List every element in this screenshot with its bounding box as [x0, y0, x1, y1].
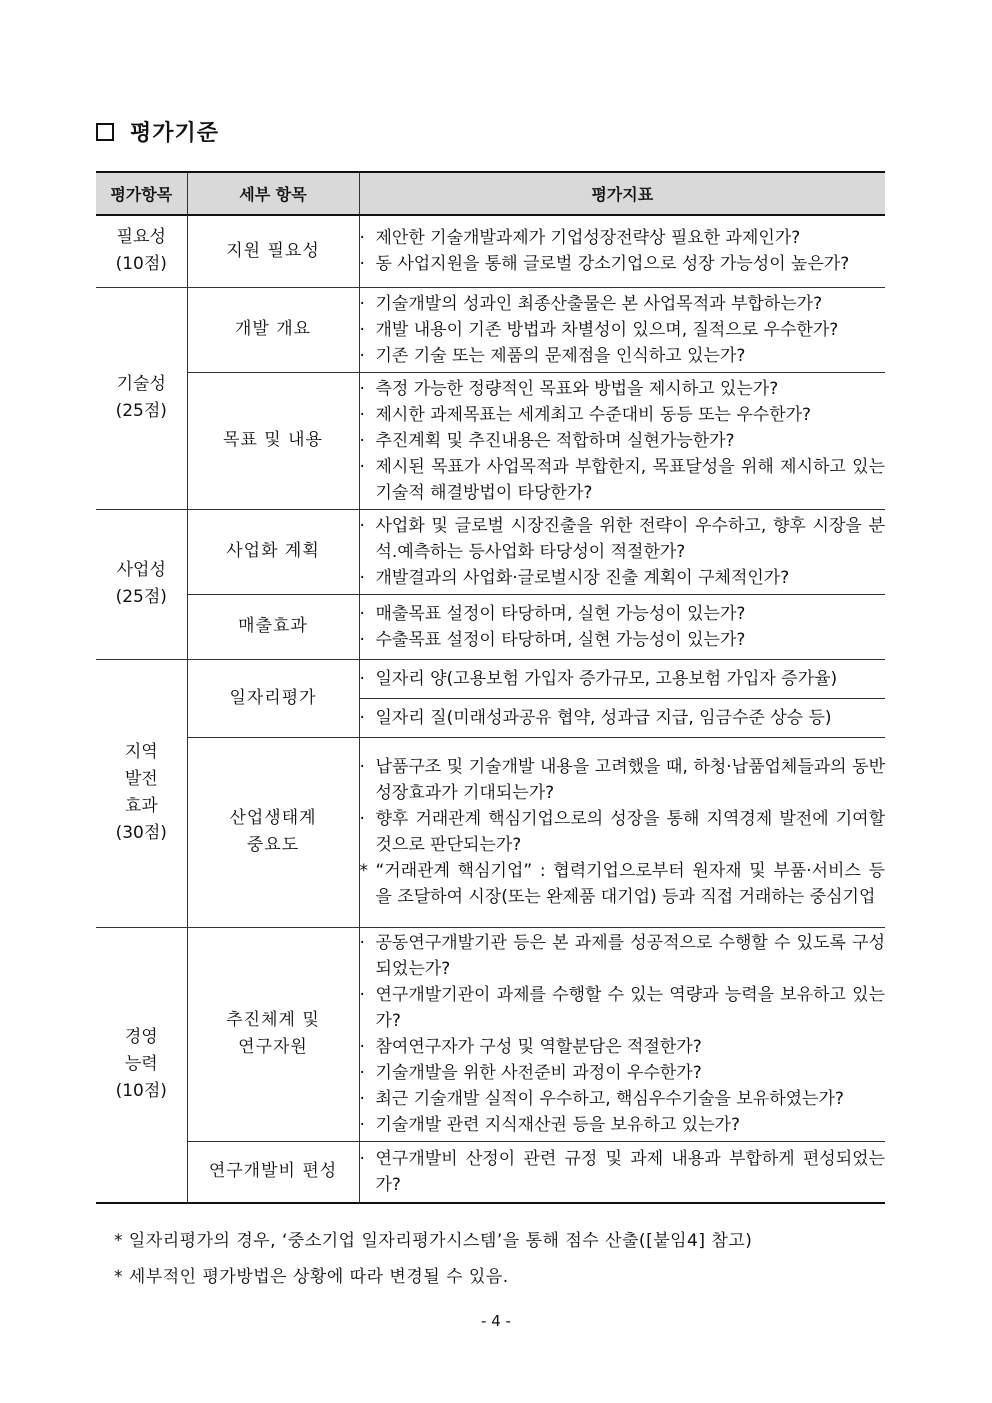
indicator-text: 일자리 질(미래성과공유 협약, 성과급 지급, 임금수준 상승 등) [375, 707, 832, 728]
table-row [96, 659, 885, 698]
bullet-mark: · [359, 254, 365, 275]
indicator-item [360, 754, 886, 806]
bullet-mark: · [359, 1148, 365, 1169]
category-cell: 필요성 (10점) [96, 215, 187, 287]
category-cell: 지역 발전 효과 (30점) [96, 659, 187, 927]
indicator-cell [359, 927, 885, 1141]
indicator-text: 수출목표 설정이 타당하며, 실현 가능성이 있는가? [375, 629, 746, 650]
indicator-text: 향후 거래관계 핵심기업으로의 성장을 통해 지역경제 발전에 기여할 것으로 판단되는가? [375, 809, 885, 855]
table-row [96, 372, 885, 509]
bullet-mark: · [359, 1037, 365, 1057]
bullet-mark: · [359, 1115, 365, 1135]
header-subitem: 세부 항목 [187, 172, 359, 215]
indicator-item [360, 402, 886, 428]
header-category: 평가항목 [96, 172, 187, 215]
bullet-mark: · [359, 603, 365, 624]
indicator-item [360, 343, 886, 369]
bullet-mark: · [359, 567, 365, 588]
page-number: - 4 - [481, 1312, 511, 1330]
bullet-mark: · [359, 933, 365, 953]
bullet-mark: · [359, 404, 365, 425]
indicator-item [360, 1112, 886, 1138]
indicator-text: 기술개발 관련 지식재산권 등을 보유하고 있는가? [375, 1115, 740, 1135]
indicator-cell [359, 1141, 885, 1203]
indicator-item [360, 1034, 886, 1060]
footnote-job-evaluation: * 일자리평가의 경우, ‘중소기업 일자리평가시스템’을 통해 점수 산출([붙임4] 참고) [114, 1231, 753, 1251]
checkbox-square-icon [96, 123, 114, 141]
indicator-text: 납품구조 및 기술개발 내용을 고려했을 때, 하청·납품업체들과의 동반성장효과가 기대되는가? [375, 757, 885, 803]
bullet-mark: · [359, 809, 365, 829]
table-body [96, 215, 885, 1203]
table-row [96, 1141, 885, 1203]
indicator-cell [359, 372, 885, 509]
indicator-item [360, 982, 886, 1034]
subitem-cell: 연구개발비 편성 [187, 1141, 359, 1203]
indicator-text: 기술개발을 위한 사전준비 과정이 우수한가? [375, 1063, 702, 1083]
category-cell: 경영 능력 (10점) [96, 927, 187, 1203]
indicator-item [360, 1146, 886, 1198]
subitem-cell: 사업화 계획 [187, 509, 359, 594]
bullet-mark: · [359, 319, 365, 340]
indicator-item [360, 565, 886, 591]
table-row [96, 594, 885, 659]
indicator-cell [359, 737, 885, 927]
bullet-mark: · [359, 345, 365, 366]
indicator-item [360, 317, 886, 343]
indicator-text: 개발 내용이 기존 방법과 차별성이 있으며, 질적으로 우수한가? [375, 319, 839, 340]
indicator-text: 제안한 기술개발과제가 기업성장전략상 필요한 과제인가? [375, 228, 801, 249]
indicator-text: “거래관계 핵심기업” : 협력기업으로부터 원자재 및 부품·서비스 등을 조달하여 시장(또는 완제품 대기업) 등과 직접 거래하는 중심기업 [375, 861, 885, 907]
bullet-mark: · [359, 707, 365, 728]
bullet-mark: · [359, 757, 365, 777]
subitem-cell: 개발 개요 [187, 287, 359, 372]
indicator-item [360, 225, 886, 251]
indicator-item [360, 454, 886, 506]
indicator-text: 동 사업지원을 통해 글로벌 강소기업으로 성장 가능성이 높은가? [375, 254, 850, 275]
indicator-text: 기존 기술 또는 제품의 문제점을 인식하고 있는가? [375, 345, 746, 366]
indicator-text: 제시된 목표가 사업목적과 부합한지, 목표달성을 위해 제시하고 있는 기술적 해결방법이 타당한가? [375, 456, 885, 503]
table-row [96, 509, 885, 594]
indicator-text: 매출목표 설정이 타당하며, 실현 가능성이 있는가? [375, 603, 746, 624]
indicator-item [360, 251, 886, 277]
bullet-mark: · [359, 228, 365, 249]
indicator-text: 참여연구자가 구성 및 역할분담은 적절한가? [375, 1037, 702, 1057]
indicator-item [360, 428, 886, 454]
indicator-text: 기술개발의 성과인 최종산출물은 본 사업목적과 부합하는가? [375, 293, 823, 314]
subitem-cell: 지원 필요성 [187, 215, 359, 287]
category-cell: 사업성 (25점) [96, 509, 187, 659]
evaluation-criteria-table [96, 171, 885, 1204]
subitem-cell: 매출효과 [187, 594, 359, 659]
indicator-text: 연구개발기관이 과제를 수행할 수 있는 역량과 능력을 보유하고 있는가? [375, 985, 885, 1031]
indicator-cell [359, 594, 885, 659]
bullet-mark: · [359, 985, 365, 1005]
section-title: 평가기준 [130, 121, 220, 146]
bullet-mark: · [359, 668, 365, 689]
subitem-cell: 산업생태계 중요도 [187, 737, 359, 927]
indicator-text: 추진계획 및 추진내용은 적합하며 실현가능한가? [375, 430, 735, 451]
indicator-item [360, 1060, 886, 1086]
bullet-mark: · [359, 378, 365, 399]
indicator-text: 최근 기술개발 실적이 우수하고, 핵심우수기술을 보유하였는가? [375, 1089, 844, 1109]
indicator-text: 사업화 및 글로벌 시장진출을 위한 전략이 우수하고, 향후 시장을 분석.예측하는 등사업화 타당성이 적절한가? [375, 515, 885, 562]
indicator-text: 공동연구개발기관 등은 본 과제를 성공적으로 수행할 수 있도록 구성되었는가? [375, 933, 885, 979]
indicator-item [360, 601, 886, 627]
indicator-item [360, 930, 886, 982]
bullet-mark: · [359, 1089, 365, 1109]
indicator-cell [359, 287, 885, 372]
indicator-cell [359, 659, 885, 698]
table-row [96, 287, 885, 372]
subitem-cell: 일자리평가 [187, 659, 359, 737]
indicator-item [360, 376, 886, 402]
indicator-text: 일자리 양(고용보험 가입자 증가규모, 고용보험 가입자 증가율) [375, 668, 838, 689]
table-row [96, 737, 885, 927]
bullet-mark: · [359, 293, 365, 314]
table-row [96, 215, 885, 287]
indicator-item [360, 1086, 886, 1112]
table-header-row [96, 172, 885, 215]
table-row [96, 927, 885, 1141]
indicator-item [360, 627, 886, 653]
subitem-cell: 목표 및 내용 [187, 372, 359, 509]
bullet-mark: * [359, 861, 368, 881]
bullet-mark: · [359, 430, 365, 451]
indicator-item [360, 705, 886, 731]
bullet-mark: · [359, 515, 365, 536]
indicator-item [360, 513, 886, 565]
indicator-text: 측정 가능한 정량적인 목표와 방법을 제시하고 있는가? [375, 378, 779, 399]
indicator-cell [359, 509, 885, 594]
indicator-text: 연구개발비 산정이 관련 규정 및 과제 내용과 부합하게 편성되었는가? [375, 1148, 885, 1195]
subitem-cell: 추진체계 및 연구자원 [187, 927, 359, 1141]
bullet-mark: · [359, 456, 365, 477]
footnote-evaluation-method: * 세부적인 평가방법은 상황에 따라 변경될 수 있음. [114, 1267, 509, 1287]
indicator-item [360, 806, 886, 858]
bullet-mark: · [359, 629, 365, 650]
indicator-text: 제시한 과제목표는 세계최고 수준대비 동등 또는 우수한가? [375, 404, 812, 425]
indicator-item [360, 666, 886, 692]
indicator-text: 개발결과의 사업화·글로벌시장 진출 계획이 구체적인가? [375, 567, 790, 588]
indicator-item [360, 291, 886, 317]
bullet-mark: · [359, 1063, 365, 1083]
indicator-item [360, 858, 886, 910]
section-heading [96, 116, 219, 147]
category-cell: 기술성 (25점) [96, 287, 187, 509]
header-indicator: 평가지표 [359, 172, 885, 215]
indicator-cell [359, 698, 885, 737]
indicator-cell [359, 215, 885, 287]
